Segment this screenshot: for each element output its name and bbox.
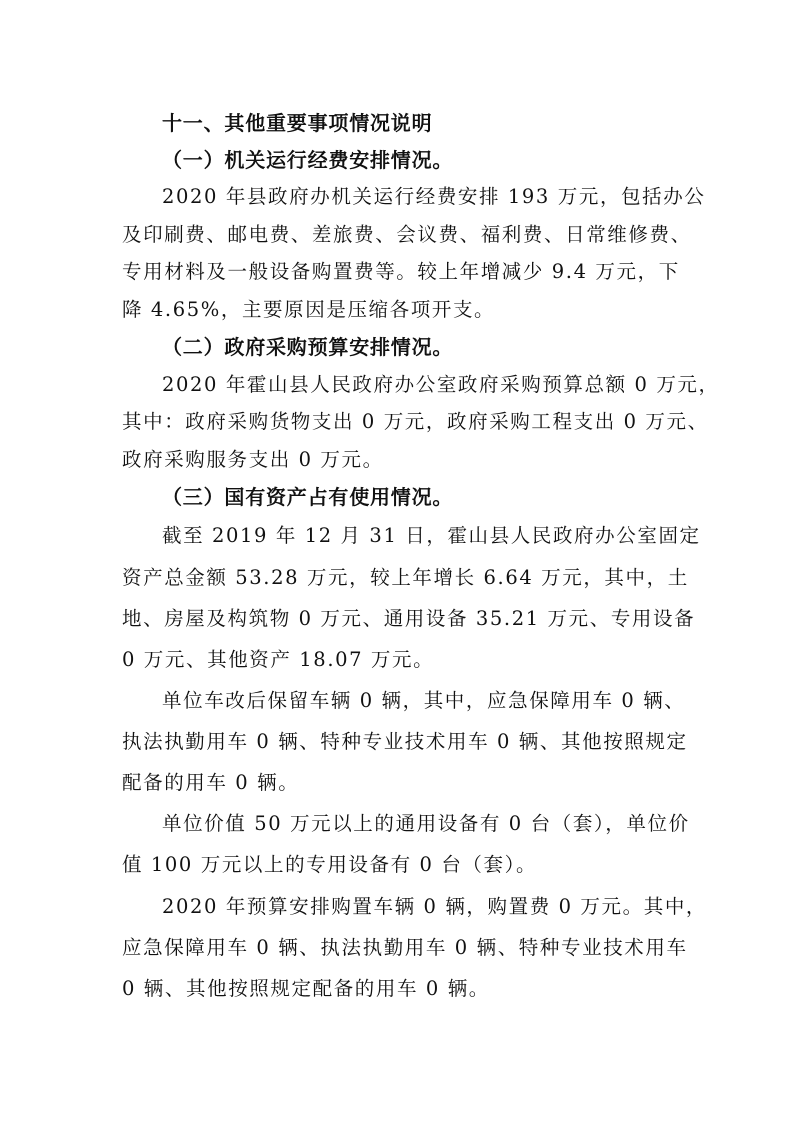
paragraph-line: 2020 年县政府办机关运行经费安排 193 万元，包括办公 — [162, 185, 706, 208]
paragraph-line: 配备的用车 0 辆。 — [122, 771, 300, 794]
subsection-1-title: （一）机关运行经费安排情况。 — [162, 148, 454, 172]
paragraph-line: 其中：政府采购货物支出 0 万元，政府采购工程支出 0 万元、 — [122, 410, 709, 433]
paragraph-line: 单位车改后保留车辆 0 辆，其中，应急保障用车 0 辆、 — [162, 689, 686, 712]
paragraph-line: 应急保障用车 0 辆、执法执勤用车 0 辆、特种专业技术用车 — [122, 936, 688, 959]
paragraph-line: 政府采购服务支出 0 万元。 — [122, 448, 384, 471]
paragraph-line: 地、房屋及构筑物 0 万元、通用设备 35.21 万元、专用设备 — [122, 607, 696, 630]
paragraph-line: 2020 年霍山县人民政府办公室政府采购预算总额 0 万元， — [162, 373, 720, 396]
paragraph-line: 单位价值 50 万元以上的通用设备有 0 台（套），单位价 — [162, 812, 690, 835]
paragraph-line: 专用材料及一般设备购置费等。较上年增减少 9.4 万元，下 — [122, 260, 680, 283]
paragraph-line: 2020 年预算安排购置车辆 0 辆，购置费 0 万元。其中， — [162, 895, 708, 918]
paragraph-line: 截至 2019 年 12 月 31 日，霍山县人民政府办公室固定 — [162, 524, 701, 547]
paragraph-line: 资产总金额 53.28 万元，较上年增长 6.64 万元，其中，土 — [122, 566, 689, 589]
subsection-2-title: （二）政府采购预算安排情况。 — [162, 335, 454, 359]
section-title: 十一、其他重要事项情况说明 — [162, 111, 433, 135]
paragraph-line: 值 100 万元以上的专用设备有 0 台（套）。 — [122, 853, 538, 876]
subsection-3-title: （三）国有资产占有使用情况。 — [162, 485, 454, 509]
paragraph-line: 及印刷费、邮电费、差旅费、会议费、福利费、日常维修费、 — [122, 223, 692, 246]
paragraph-line: 0 万元、其他资产 18.07 万元。 — [122, 648, 435, 671]
paragraph-line: 降 4.65%，主要原因是压缩各项开支。 — [122, 298, 496, 321]
paragraph-line: 0 辆、其他按照规定配备的用车 0 辆。 — [122, 977, 490, 1000]
paragraph-line: 执法执勤用车 0 辆、特种专业技术用车 0 辆、其他按照规定 — [122, 730, 688, 753]
